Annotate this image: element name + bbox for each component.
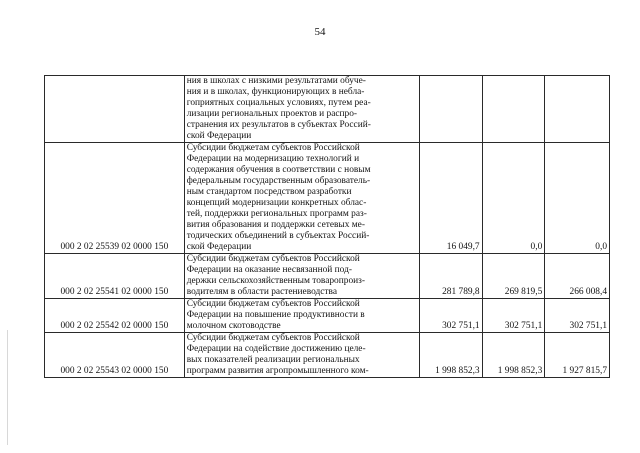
- revenue-code-cell: 000 2 02 25541 02 0000 150: [45, 254, 185, 299]
- revenue-description-cell: Субсидии бюджетам субъектов Российской Федерации на модернизацию технологий и содержания обучения в соответствии с новым федеральным государственным образователь- ным стандартом посредством разработки концепций модернизации конкретных облас- тей, поддержки региональных программ раз- вития образования и поддержки сетевых ме- тодических объединений в субъектах Россий- ской Федерации: [184, 143, 419, 254]
- budget-revenue-table: [44, 75, 610, 378]
- amount-year-2-cell: 0,0: [482, 143, 545, 254]
- revenue-description-cell: ния в школах с низкими результатами обуче- ния и в школах, функционирующих в небла- гоприятных социальных условиях, путем реа- лизации региональных проектов и распро- странения их результатов в субъектах Россий- ской Федерации: [184, 76, 419, 143]
- amount-year-3-cell: 302 751,1: [545, 299, 610, 333]
- amount-year-1-cell: [419, 76, 482, 143]
- page-number: 54: [314, 26, 326, 38]
- table-row: [45, 299, 610, 333]
- amount-year-3-cell: 1 927 815,7: [545, 333, 610, 378]
- revenue-code-cell: [45, 76, 185, 143]
- revenue-description-cell: Субсидии бюджетам субъектов Российской Федерации на оказание несвязанной под- держки сельскохозяйственным товаропроиз- водителям в области растениеводства: [184, 254, 419, 299]
- revenue-code-cell: 000 2 02 25543 02 0000 150: [45, 333, 185, 378]
- amount-year-3-cell: 0,0: [545, 143, 610, 254]
- amount-year-2-cell: 302 751,1: [482, 299, 545, 333]
- scan-edge-mark: [7, 330, 8, 445]
- table-row: [45, 143, 610, 254]
- amount-year-1-cell: 281 789,8: [419, 254, 482, 299]
- amount-year-1-cell: 302 751,1: [419, 299, 482, 333]
- revenue-description-cell: Субсидии бюджетам субъектов Российской Федерации на содействие достижению целе- вых показателей реализации региональных программ развития агропромышленного ком-: [184, 333, 419, 378]
- revenue-code-cell: 000 2 02 25542 02 0000 150: [45, 299, 185, 333]
- amount-year-3-cell: 266 008,4: [545, 254, 610, 299]
- amount-year-2-cell: 269 819,5: [482, 254, 545, 299]
- amount-year-3-cell: [545, 76, 610, 143]
- revenue-description-cell: Субсидии бюджетам субъектов Российской Федерации на повышение продуктивности в молочном скотоводстве: [184, 299, 419, 333]
- amount-year-2-cell: 1 998 852,3: [482, 333, 545, 378]
- revenue-code-cell: 000 2 02 25539 02 0000 150: [45, 143, 185, 254]
- amount-year-2-cell: [482, 76, 545, 143]
- table-row: [45, 333, 610, 378]
- amount-year-1-cell: 16 049,7: [419, 143, 482, 254]
- table-row: [45, 76, 610, 143]
- table-row: [45, 254, 610, 299]
- amount-year-1-cell: 1 998 852,3: [419, 333, 482, 378]
